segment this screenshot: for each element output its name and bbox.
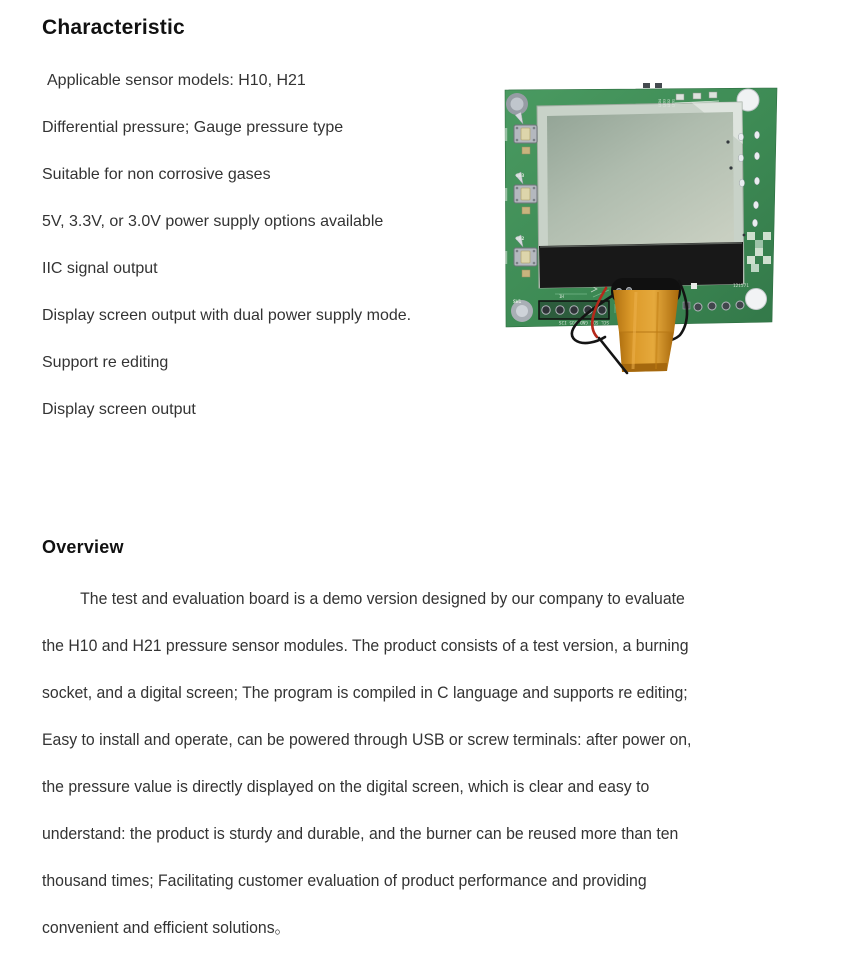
overview-line: the H10 and H21 pressure sensor modules. The product consists of a test version, a burning — [42, 636, 689, 655]
overview-line: understand: the product is sturdy and durable, and the burner can be reused more than ten — [42, 824, 679, 843]
evaluation-board-illustration — [495, 80, 795, 380]
mounting-hole-top-left — [506, 93, 528, 115]
silkscreen-ref-label: 12i571 — [733, 284, 749, 289]
characteristic-item: Suitable for non corrosive gases — [42, 166, 271, 183]
characteristic-item: Display screen output with dual power supply mode. — [42, 307, 412, 324]
characteristic-item: IIC signal output — [42, 260, 158, 277]
overview-title: Overview — [42, 537, 124, 557]
silkscreen-sw2-label: SW2 — [516, 237, 525, 242]
characteristic-item: Differential pressure; Gauge pressure type — [42, 119, 344, 136]
overview-line: Easy to install and operate, can be powered through USB or screw terminals: after power on, — [42, 730, 692, 749]
silkscreen-terminal-labels: SCL SDA GND VO5 I2S — [558, 319, 609, 324]
product-photo — [495, 80, 795, 380]
silkscreen-sw1-label: SW1 — [513, 300, 522, 305]
silkscreen-sw3-label: SW3 — [516, 174, 525, 179]
characteristic-item: Display screen output — [42, 401, 196, 418]
silkscreen-led3-label: LED3 — [662, 99, 667, 107]
characteristic-item: 5V, 3.3V, or 3.0V power supply options available — [42, 213, 384, 230]
lcd-screen — [547, 112, 734, 251]
overview-line: the pressure value is directly displayed on the digital screen, which is clear and easy to — [42, 777, 650, 796]
characteristic-item: Applicable sensor models: H10, H21 — [47, 72, 306, 89]
mounting-hole-bottom-right — [746, 289, 767, 310]
silkscreen-led1-label: LED1 — [671, 99, 676, 107]
overview-line: convenient and efficient solutions。 — [42, 918, 291, 937]
characteristic-list — [42, 57, 411, 433]
flex-cable — [613, 290, 679, 372]
silkscreen-led2-label: LED2 — [667, 99, 671, 107]
overview-line: thousand times; Facilitating customer evaluation of product performance and providing — [42, 871, 647, 890]
characteristic-item: Support re editing — [42, 354, 169, 371]
lcd-module — [537, 102, 744, 304]
overview-paragraph — [42, 575, 777, 951]
overview-line: The test and evaluation board is a demo version designed by our company to evaluate — [80, 589, 685, 608]
overview-line: socket, and a digital screen; The program is compiled in C language and supports re editing; — [42, 683, 688, 702]
silkscreen-led4-label: LED4 — [658, 99, 662, 107]
characteristic-title: Characteristic — [42, 16, 185, 39]
silkscreen-h1-label: 1H — [559, 294, 564, 299]
